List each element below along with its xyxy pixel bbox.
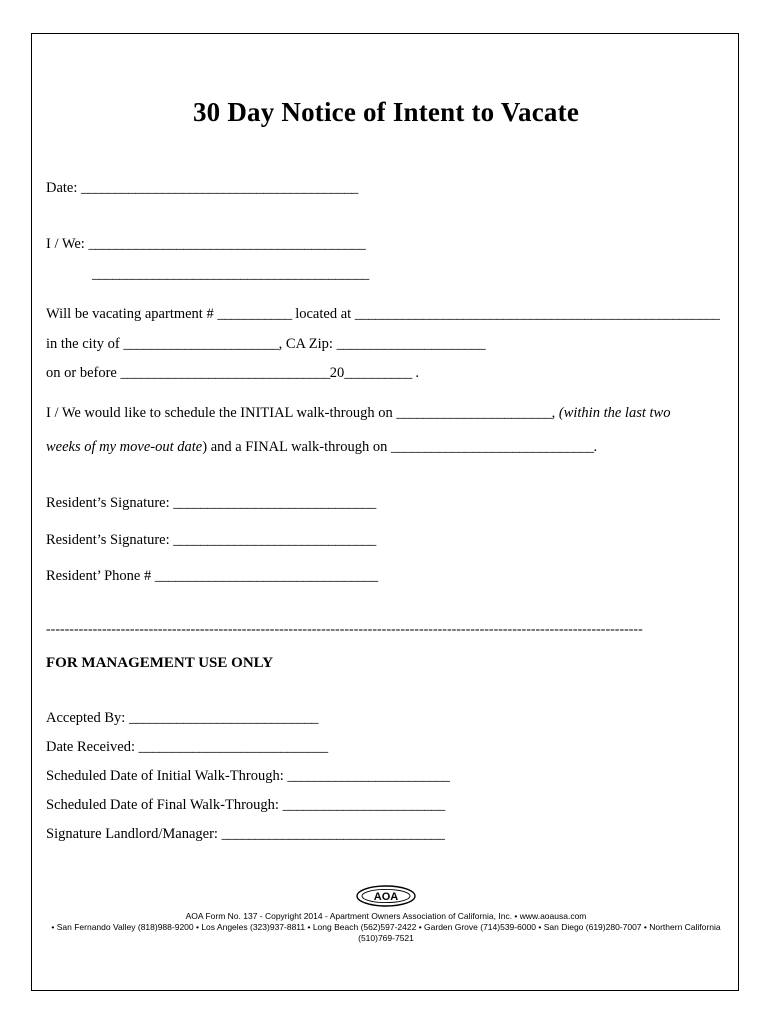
city-blank[interactable]: _______________________: [123, 336, 279, 352]
final-walkthrough-label: ) and a FINAL walk-through on: [202, 439, 391, 455]
resident-phone-blank[interactable]: _______________________________: [154, 568, 365, 584]
initial-walkthrough-label: I / We would like to schedule the INITIAL walk-through on: [46, 405, 397, 421]
date-received-row: [46, 739, 328, 756]
iwe-blank-1[interactable]: _________________________________________: [88, 236, 366, 252]
scheduled-initial-walkthrough-label: Scheduled Date of Initial Walk-Through:: [46, 768, 288, 784]
accepted-by-label: Accepted By:: [46, 710, 129, 726]
document-page: [31, 33, 739, 991]
final-walkthrough-blank[interactable]: ______________________________: [390, 439, 594, 455]
svg-text:AOA: AOA: [373, 891, 399, 903]
scheduled-final-walkthrough-row: [46, 797, 445, 814]
state-zip-label: , CA Zip:: [278, 336, 337, 352]
city-prefix-label: in the city of: [46, 336, 124, 352]
iwe-field-row-1: [46, 236, 365, 253]
date-received-label: Date Received:: [46, 739, 139, 755]
landlord-signature-blank[interactable]: _________________________________: [221, 826, 445, 842]
footer-copyright-line: AOA Form No. 137 - Copyright 2014 - Apartment Owners Association of California, Inc. • www.aoausa.com: [185, 911, 587, 921]
date-label: Date:: [46, 180, 82, 196]
accepted-by-row: [46, 710, 318, 727]
management-section-heading: FOR MANAGEMENT USE ONLY: [46, 655, 274, 671]
initial-walkthrough-note-part2: weeks of my move-out date: [46, 439, 203, 455]
vacating-prefix-label: Will be vacating apartment #: [46, 306, 218, 322]
address-blank[interactable]: ______________________________________________________: [354, 306, 720, 322]
resident-signature-label-2: Resident’s Signature:: [46, 532, 174, 548]
located-at-label: located at: [291, 306, 355, 322]
page-title: 30 Day Notice of Intent to Vacate: [192, 97, 580, 127]
scheduled-final-walkthrough-blank[interactable]: ________________________: [282, 797, 445, 813]
section-divider: --------------------------------------------------------------------------------------------------------------------------------: [46, 622, 643, 637]
resident-phone-row: [46, 568, 378, 585]
year-blank[interactable]: __________: [344, 365, 412, 381]
on-or-before-label: on or before: [46, 365, 121, 381]
vacating-apartment-row: [46, 306, 719, 323]
city-zip-row: [46, 336, 485, 353]
resident-signature-row-2: [46, 532, 376, 549]
scheduled-initial-walkthrough-blank[interactable]: ________________________: [287, 768, 450, 784]
date-blank[interactable]: _________________________________________: [81, 180, 358, 196]
iwe-label: I / We:: [46, 236, 89, 252]
on-or-before-date-blank[interactable]: _______________________________: [120, 365, 330, 381]
landlord-signature-label: Signature Landlord/Manager:: [46, 826, 222, 842]
final-walkthrough-row: [46, 439, 597, 456]
aoa-logo: [355, 883, 417, 909]
resident-signature-blank-2[interactable]: ______________________________: [173, 532, 376, 548]
period-label: .: [411, 365, 419, 381]
initial-walkthrough-note-part1: (within the last two: [558, 405, 671, 421]
scheduled-final-walkthrough-label: Scheduled Date of Final Walk-Through:: [46, 797, 283, 813]
landlord-signature-row: [46, 826, 444, 843]
document-body: [46, 34, 726, 990]
apartment-number-blank[interactable]: ___________: [217, 306, 292, 322]
resident-phone-blank-tail: __: [364, 568, 378, 584]
scheduled-initial-walkthrough-row: [46, 768, 449, 785]
resident-signature-blank-1[interactable]: ______________________________: [173, 495, 376, 511]
accepted-by-blank[interactable]: ____________________________: [128, 710, 318, 726]
initial-walkthrough-row: [46, 405, 670, 422]
iwe-field-row-2: [92, 266, 369, 283]
document-footer: [46, 883, 726, 944]
date-field-row: [46, 180, 358, 197]
resident-phone-label: Resident’ Phone #: [46, 568, 155, 584]
resident-signature-row-1: [46, 495, 376, 512]
initial-walkthrough-blank[interactable]: _______________________: [396, 405, 552, 421]
zip-blank[interactable]: ______________________: [336, 336, 486, 352]
footer-offices-line: • San Fernando Valley (818)988-9200 • Los Angeles (323)937-8811 • Long Beach (562)597-2422 • Garden Grove (714)539-6000 • San Diego (619)280-7007 • Northern California (510)769-7521: [51, 922, 721, 943]
year-prefix-label: 20: [329, 365, 345, 381]
date-received-blank[interactable]: ____________________________: [138, 739, 328, 755]
final-walkthrough-period: .: [593, 439, 598, 455]
comma-label: ,: [551, 405, 559, 421]
resident-signature-label-1: Resident’s Signature:: [46, 495, 174, 511]
on-or-before-row: [46, 365, 419, 382]
iwe-blank-2[interactable]: _________________________________________: [92, 266, 369, 282]
